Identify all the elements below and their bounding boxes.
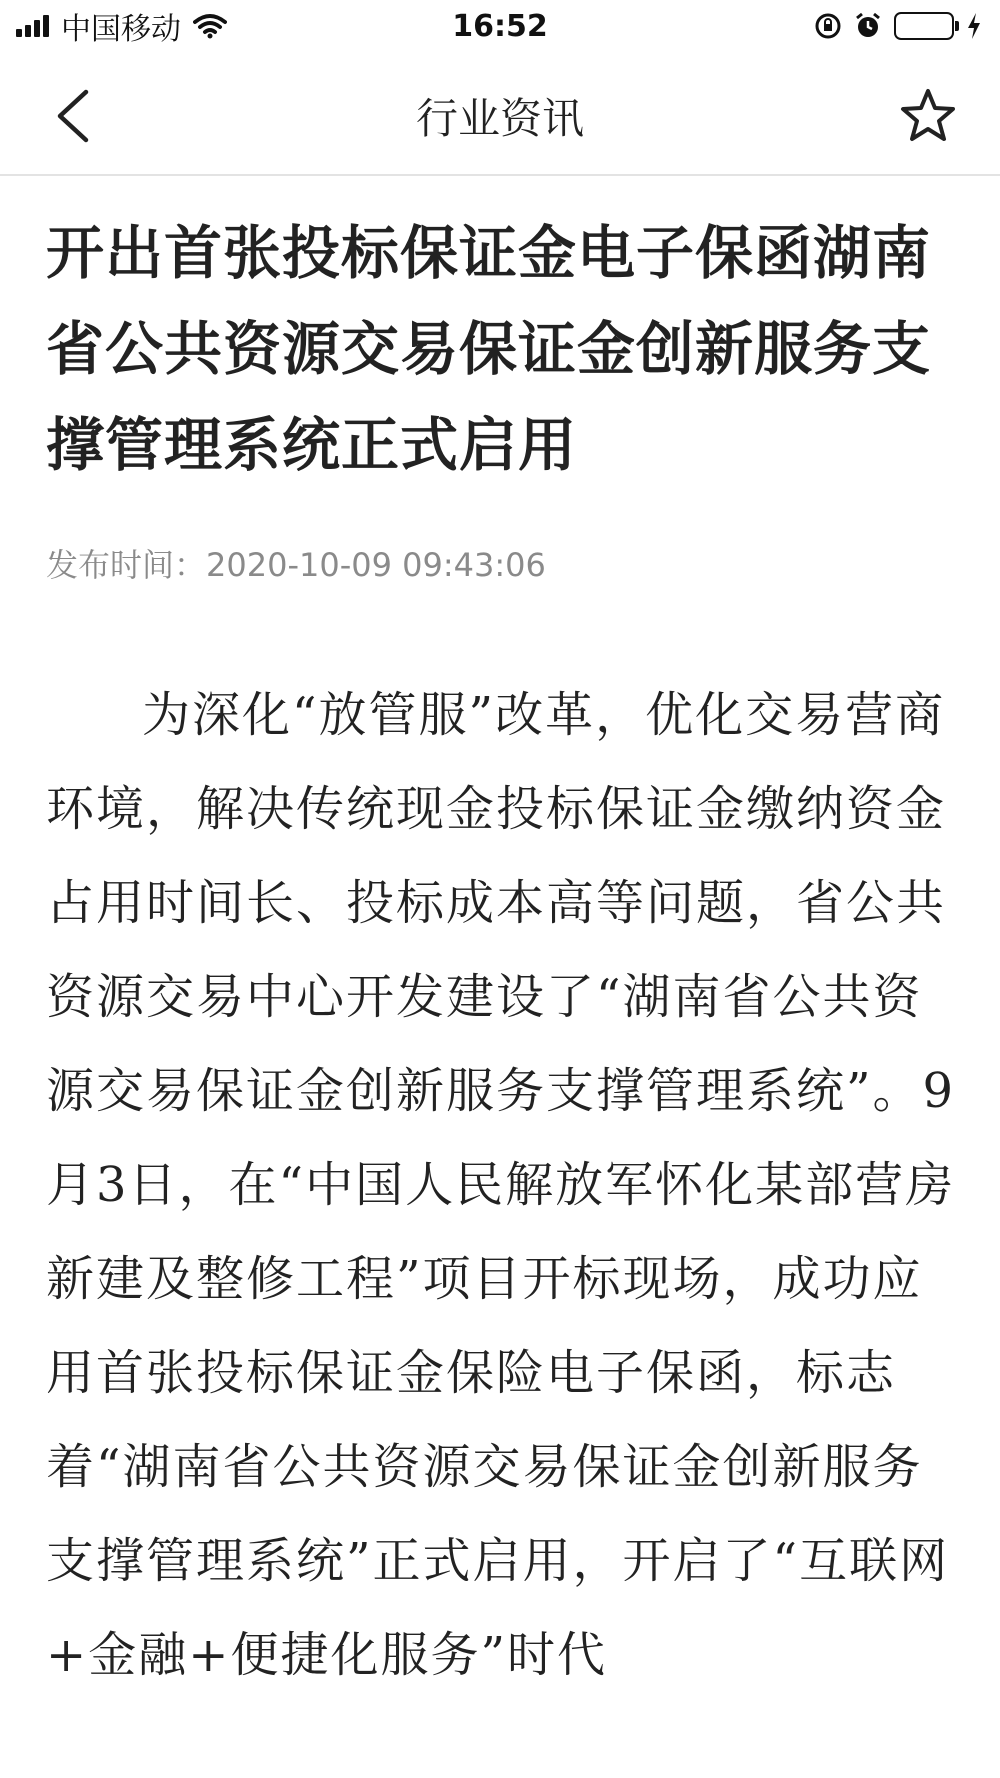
favorite-button[interactable]: [898, 86, 958, 146]
publish-info: [46, 540, 546, 586]
carrier-name: 中国移动: [61, 12, 181, 47]
page-title: 行业资讯: [415, 94, 584, 143]
alarm-icon: [854, 12, 882, 40]
wifi-icon: [193, 13, 227, 39]
article-body: 为深化“放管服”改革，优化交易营商环境，解决传统现金投标保证金缴纳资金占用时间长、投标成本高等问题，省公共资源交易中心开发建设了“湖南省公共资源交易保证金创新服务支撑管理系统”。9月3日，在“中国人民解放军怀化某部营房新建及整修工程”项目开标现场，成功应用首张投标保证金保险电子保函，标志着“湖南省公共资源交易保证金创新服务支撑管理系统”正式启用，开启了“互联网+金融+便捷化服务”时代: [46, 687, 956, 1683]
cellular-signal-icon: [16, 15, 49, 37]
publish-label: 发布时间：: [46, 546, 207, 584]
charging-bolt-icon: [966, 12, 982, 40]
publish-time: 2020-10-09 09:43:06: [206, 546, 546, 584]
star-outline-icon: [898, 86, 958, 146]
battery-icon: [894, 12, 954, 40]
status-bar: [0, 0, 1000, 52]
rotation-lock-icon: [814, 12, 842, 40]
navigation-bar: [0, 52, 1000, 176]
article-title: 开出首张投标保证金电子保函湖南省公共资源交易保证金创新服务支撑管理系统正式启用: [46, 219, 932, 479]
status-left: [16, 4, 227, 48]
status-time: 16:52: [452, 8, 548, 44]
status-right: [814, 12, 982, 40]
